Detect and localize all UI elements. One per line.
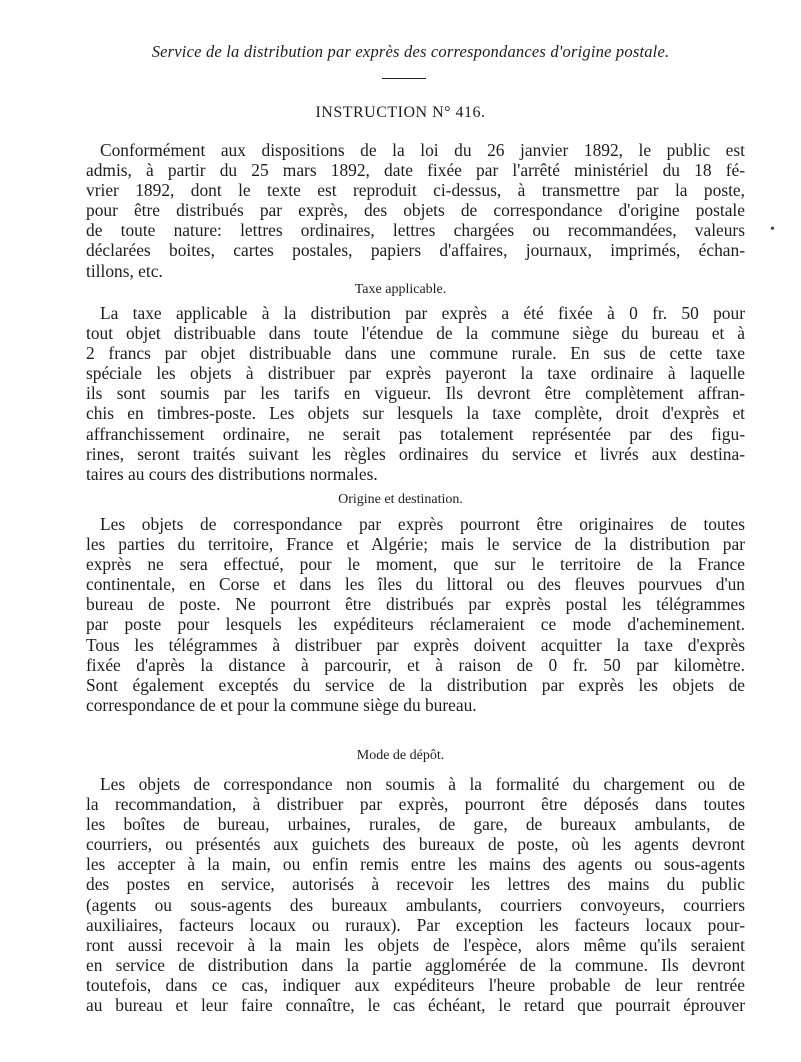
paragraph-mode-de-depot bbox=[86, 774, 745, 1015]
paragraph-taxe-applicable bbox=[86, 303, 745, 484]
text-line: ront aussi recevoir à la main les objets de l'espèce, alors même qu'ils seraient bbox=[86, 934, 745, 955]
text-line: les boîtes de bureau, urbaines, rurales, de gare, de bureaux ambulants, de bbox=[86, 814, 745, 835]
text-line: des postes en service, autorisés à recevoir les lettres des mains du public bbox=[86, 874, 745, 895]
text-line: courriers, ou présentés aux guichets des bureaux de poste, où les agents devront bbox=[86, 834, 745, 855]
text-line: affranchissement ordinaire, ne serait pas totalement représentée par des figu- bbox=[86, 423, 745, 444]
section-intro bbox=[86, 140, 745, 281]
text-line: exprès ne sera effectué, pour le moment, que sur le territoire de la France bbox=[86, 554, 745, 575]
text-line: Les objets de correspondance par exprès pourront être originaires de toutes bbox=[100, 514, 745, 534]
text-line: vrier 1892, dont le texte est reproduit ci-dessus, à transmettre par la poste, bbox=[86, 180, 745, 201]
text-line: tout objet distribuable dans toute l'étendue de la commune siège du bureau et à bbox=[86, 323, 745, 344]
text-line: fixée d'après la distance à parcourir, et à raison de 0 fr. 50 par kilomètre. bbox=[86, 654, 745, 675]
text-line: de toute nature: lettres ordinaires, lettres chargées ou recommandées, valeurs bbox=[86, 220, 745, 241]
text-line: par poste pour lesquels les expéditeurs réclameraient ce mode d'acheminement. bbox=[86, 614, 745, 635]
text-line: en service de distribution dans la partie agglomérée de la commune. Ils devront bbox=[86, 954, 745, 975]
text-line: ils sont soumis par les tarifs en vigueur. Ils devront être complètement affran- bbox=[86, 383, 745, 404]
text-line: La taxe applicable à la distribution par exprès a été fixée à 0 fr. 50 pour bbox=[100, 303, 745, 323]
text-line: taires au cours des distributions normales. bbox=[86, 463, 378, 484]
heading-taxe-applicable: Taxe applicable. bbox=[354, 282, 447, 297]
text-line: déclarées boites, cartes postales, papiers d'affaires, journaux, imprimés, échan- bbox=[86, 240, 745, 261]
title-rule bbox=[382, 78, 426, 79]
running-title: Service de la distribution par exprès des correspondances d'origine postale. bbox=[151, 42, 670, 61]
text-line: tillons, etc. bbox=[86, 260, 163, 281]
text-line: auxiliaires, facteurs locaux ou ruraux). Par exception les facteurs locaux pour- bbox=[86, 914, 745, 935]
margin-mark: • bbox=[770, 222, 775, 237]
section-origine-destination bbox=[86, 514, 745, 715]
instruction-title: INSTRUCTION N° 416. bbox=[315, 104, 486, 121]
text-line: continentale, en Corse et dans les îles du littoral ou des fleuves pourvues d'un bbox=[86, 574, 745, 595]
text-line: au bureau et leur faire connaître, le cas échéant, le retard que pourrait éprouver bbox=[86, 995, 745, 1016]
text-line: admis, à partir du 25 mars 1892, date fixée par l'arrêté ministériel du 18 fé- bbox=[86, 160, 745, 181]
text-line: 2 francs par objet distribuable dans une commune rurale. En sus de cette taxe bbox=[86, 343, 745, 364]
text-line: (agents ou sous-agents des bureaux ambulants, courriers convoyeurs, courriers bbox=[86, 894, 745, 915]
section-mode-de-depot bbox=[86, 774, 745, 1015]
text-line: bureau de poste. Ne pourront être distribués par exprès postal les télégrammes bbox=[86, 594, 745, 615]
heading-mode-de-depot: Mode de dépôt. bbox=[356, 748, 445, 763]
text-line: chis en timbres-poste. Les objets sur lesquels la taxe complète, droit d'exprès et bbox=[86, 403, 745, 424]
text-line: Tous les télégrammes à distribuer par exprès doivent acquitter la taxe d'exprès bbox=[86, 634, 745, 655]
text-line: Conformément aux dispositions de la loi du 26 janvier 1892, le public est bbox=[100, 140, 745, 160]
text-line: Les objets de correspondance non soumis à la formalité du chargement ou de bbox=[100, 774, 745, 794]
section-taxe-applicable bbox=[86, 303, 745, 484]
paragraph-intro bbox=[86, 140, 745, 281]
text-line: pour être distribués par exprès, des objets de correspondance d'origine postale bbox=[86, 200, 745, 221]
paragraph-origine-destination bbox=[86, 514, 745, 715]
text-line: la recommandation, à distribuer par exprès, pourront être déposés dans toutes bbox=[86, 794, 745, 815]
text-line: rines, seront traités suivant les règles ordinaires du service et livrés aux destina- bbox=[86, 443, 745, 464]
text-line: les accepter à la main, ou enfin remis entre les mains des agents ou sous-agents bbox=[86, 854, 745, 875]
text-line: spéciale les objets à distribuer par exprès payeront la taxe ordinaire à laquelle bbox=[86, 363, 745, 384]
text-line: correspondance de et pour la commune siège du bureau. bbox=[86, 694, 477, 715]
text-line: toutefois, dans ce cas, indiquer aux expéditeurs l'heure probable de leur rentrée bbox=[86, 974, 745, 995]
text-line: Sont également exceptés du service de la distribution par exprès les objets de bbox=[86, 674, 745, 695]
heading-origine-destination: Origine et destination. bbox=[338, 492, 463, 507]
text-line: les parties du territoire, France et Algérie; mais le service de la distribution par bbox=[86, 534, 745, 555]
